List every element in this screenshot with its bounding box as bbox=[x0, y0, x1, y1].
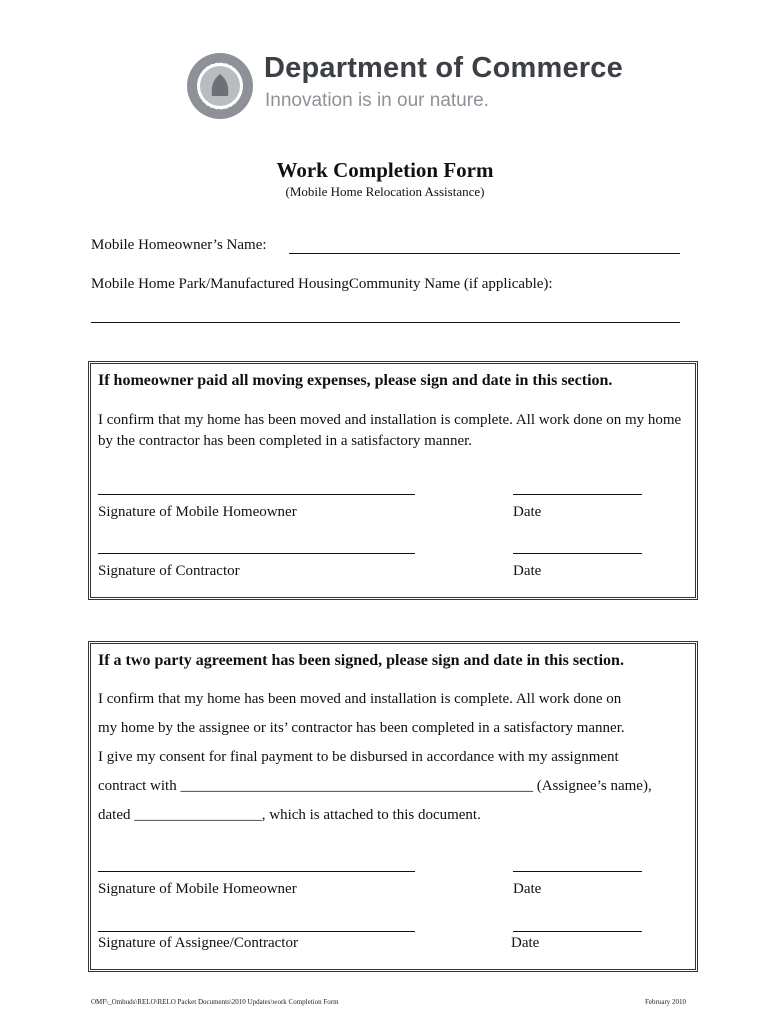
homeowner-signature-line-2[interactable] bbox=[98, 871, 415, 872]
contractor-signature-label: Signature of Contractor bbox=[98, 563, 240, 579]
page-subtitle: (Mobile Home Relocation Assistance) bbox=[285, 184, 485, 199]
park-name-label: Mobile Home Park/Manufactured HousingCommunity Name (if applicable): bbox=[91, 276, 553, 292]
department-name: Department of Commerce bbox=[264, 52, 623, 84]
department-tagline: Innovation is in our nature. bbox=[265, 90, 489, 111]
section2-line-2: my home by the assignee or its’ contractor has been completed in a satisfactory manner. bbox=[98, 720, 625, 736]
section2-heading: If a two party agreement has been signed, please sign and date in this section. bbox=[98, 652, 624, 669]
park-name-line[interactable] bbox=[91, 322, 680, 323]
date-label-4: Date bbox=[511, 935, 540, 951]
homeowner-signature-label-2: Signature of Mobile Homeowner bbox=[98, 881, 297, 897]
footer-date: February 2010 bbox=[645, 998, 687, 1006]
date-line-4[interactable] bbox=[513, 931, 642, 932]
homeowner-name-label: Mobile Homeowner’s Name: bbox=[91, 237, 267, 253]
section2-line-1: I confirm that my home has been moved and installation is complete. All work done on bbox=[98, 691, 622, 707]
section1-heading: If homeowner paid all moving expenses, please sign and date in this section. bbox=[98, 372, 613, 389]
washington-state-seal bbox=[186, 52, 254, 120]
date-label-1: Date bbox=[513, 504, 542, 520]
date-label-3: Date bbox=[513, 881, 542, 897]
section2-line-5-dated: dated _________________, which is attached to this document. bbox=[98, 807, 481, 823]
homeowner-name-line[interactable] bbox=[289, 253, 680, 254]
section1-paragraph: I confirm that my home has been moved and installation is complete. All work done on my home by the contractor has been completed in a satisfactory manner. bbox=[98, 412, 682, 449]
assignee-signature-line[interactable] bbox=[98, 931, 415, 932]
homeowner-signature-label-1: Signature of Mobile Homeowner bbox=[98, 504, 297, 520]
date-label-2: Date bbox=[513, 563, 542, 579]
section2-line-4-assignee: contract with _______________________________________________ (Assignee’s name), bbox=[98, 778, 652, 794]
date-line-1[interactable] bbox=[513, 494, 642, 495]
homeowner-signature-line-1[interactable] bbox=[98, 494, 415, 495]
page-title: Work Completion Form bbox=[276, 158, 494, 182]
assignee-signature-label: Signature of Assignee/Contractor bbox=[98, 935, 298, 951]
section2-line-3: I give my consent for final payment to be disbursed in accordance with my assignment bbox=[98, 749, 619, 765]
footer-file-path: OMF\_Ombuds\RELO\RELO Packet Documents\2010 Updates\work Completion Form bbox=[91, 998, 339, 1006]
date-line-3[interactable] bbox=[513, 871, 642, 872]
date-line-2[interactable] bbox=[513, 553, 642, 554]
contractor-signature-line[interactable] bbox=[98, 553, 415, 554]
